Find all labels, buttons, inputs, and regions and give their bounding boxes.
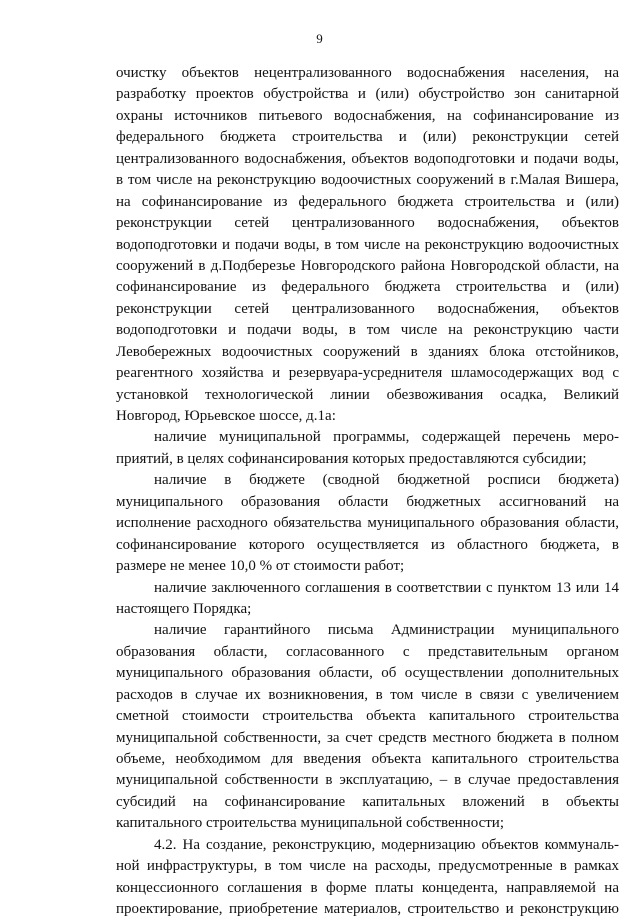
text-line: наличие заключенного соглашения в соответствии с пунктом 13 или 14 [154, 579, 619, 596]
text-line: 4.2. На создание, реконструкцию, модернизацию объектов коммуналь- [154, 836, 619, 853]
text-line: Новгород, Юрьевское шоссе, д.1а: [116, 408, 336, 424]
text-line: наличие гарантийного письма Администрации муниципального [154, 622, 619, 639]
text-line: водоподготовки и подачи воды, в том числе на реконструкцию части [116, 322, 619, 339]
text-line: охраны источников питьевого водоснабжения, на софинансирование из [116, 107, 619, 124]
text-line: очистку объектов нецентрализованного водоснабжения населения, на [116, 65, 619, 81]
text-line: реконструкции сетей централизованного водоснабжения, объектов [116, 300, 619, 317]
text-line: водоподготовки и подачи воды, в том числе на реконструкцию водоочистных [116, 236, 619, 253]
text-line: муниципального образования области, об осуществлении дополнительных [116, 665, 619, 682]
text-line: реагентного хозяйства и резервуара-усреднителя шламосодержащих вод с [116, 365, 619, 382]
text-line: на софинансирование из федерального бюджета строительства и (или) [116, 193, 619, 210]
text-line: сооружений в д.Подберезье Новгородского района Новгородской области, на [116, 257, 619, 274]
text-line: настоящего Порядка; [116, 600, 252, 617]
text-line: субсидий на софинансирование капитальных вложений в объекты [116, 793, 619, 810]
text-line: приятий, в целях софинансирования которых предоставляются субсидии; [116, 450, 587, 467]
text-line: концессионного соглашения в форме платы концедента, направляемой на [116, 879, 619, 896]
text-line: размере не менее 10,0 % от стоимости работ; [116, 558, 405, 575]
text-line: ной инфраструктуры, в том числе на расходы, предусмотренные в рамках [116, 858, 619, 875]
text-line: наличие муниципальной программы, содержащей перечень меро- [154, 429, 619, 446]
text-line: объеме, необходимом для введения объекта капитального строительства [116, 751, 619, 767]
text-line: Левобережных водоочистных сооружений в зданиях блока отстойников, [116, 343, 619, 360]
text-line: муниципальной собственности в эксплуатацию, – в случае предоставления [116, 772, 619, 789]
text-line: исполнение расходного обязательства муниципального образования области, [116, 515, 619, 532]
text-line: образования области, согласованного с представительным органом [116, 643, 619, 660]
text-line: установкой технологической линии обезвоживания осадка, Великий [116, 386, 619, 403]
text-line: разработку проектов обустройства и (или) обустройство зон санитарной [116, 86, 619, 103]
text-line: софинансирование из федерального бюджета строительства и (или) [116, 279, 619, 296]
text-line: расходов в случае их возникновения, в том числе в связи с увеличением [116, 686, 619, 703]
text-line: софинансирование которого осуществляется из областного бюджета, в [116, 536, 619, 553]
text-line: в том числе на реконструкцию водоочистных сооружений в г.Малая Вишера, [116, 172, 619, 189]
text-line: сметной стоимости строительства объекта капитального строительства [116, 708, 619, 725]
text-line: наличие в бюджете (сводной бюджетной росписи бюджета) [154, 472, 619, 489]
text-line: муниципальной собственности, за счет средств местного бюджета в полном [116, 729, 619, 746]
page-number: 9 [316, 31, 323, 46]
document-body [116, 63, 619, 921]
text-line: централизованного водоснабжения, объектов водоподготовки и подачи воды, [116, 150, 619, 167]
text-line: федерального бюджета строительства и (или) реконструкции сетей [116, 129, 619, 146]
text-line: капитального строительства муниципальной собственности; [116, 815, 504, 832]
text-line: муниципального образования области бюджетных ассигнований на [116, 493, 619, 510]
text-line: проектирование, приобретение материалов, строительство и реконструкцию [116, 901, 619, 918]
text-line: реконструкции сетей централизованного водоснабжения, объектов [116, 215, 619, 232]
